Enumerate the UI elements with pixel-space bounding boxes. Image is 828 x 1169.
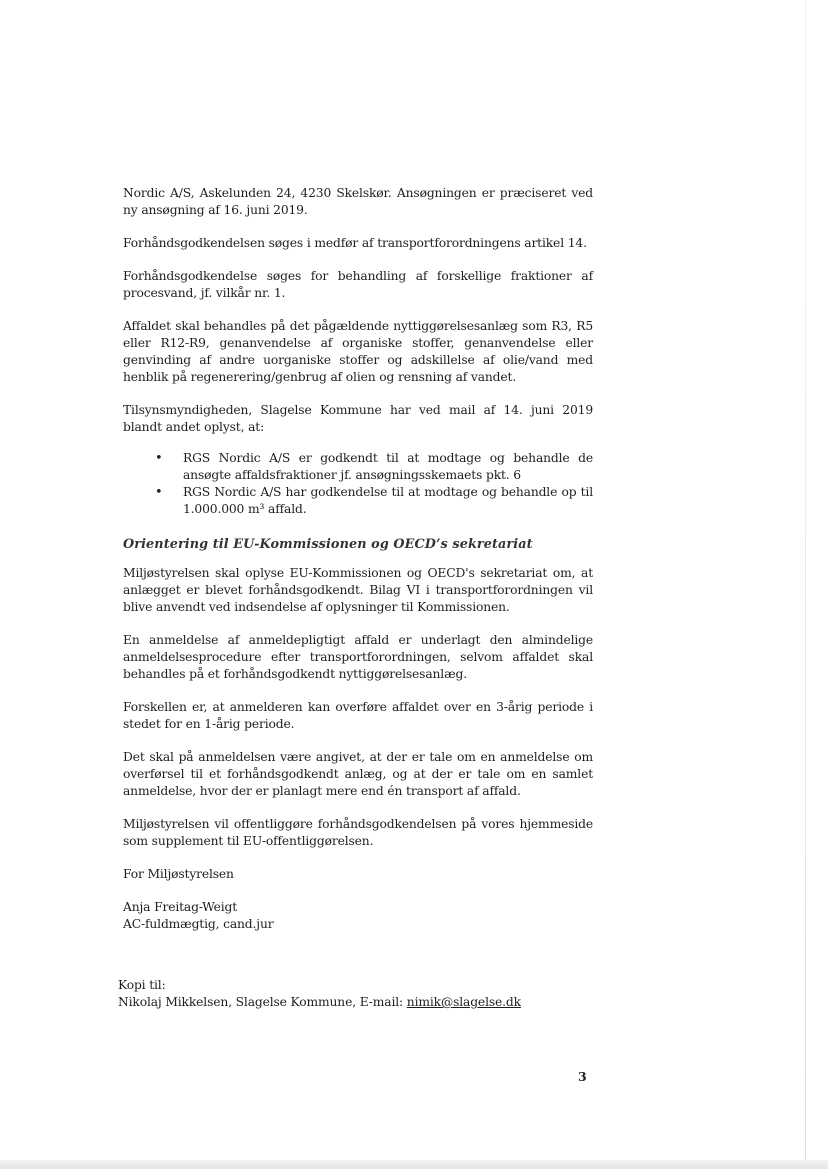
- copy-section: [118, 977, 593, 1011]
- section-title: Orientering til EU-Kommissionen og OECD’s sekretariat: [123, 537, 533, 552]
- paragraph-applicant: Nordic A/S, Askelunden 24, 4230 Skelskør. Ansøgningen er præciseret ved ny ansøgning af 16. juni 2019.: [123, 186, 593, 217]
- paragraph-period: Forskellen er, at anmelderen kan overføre affaldet over en 3-årig periode i stedet for en 1-årig periode.: [123, 700, 593, 731]
- signoff-for-line: For Miljøstyrelsen: [123, 867, 234, 881]
- paragraph-treatment: Affaldet skal behandles på det pågældende nyttiggørelsesanlæg som R3, R5 eller R12-R9, genanvendelse af organiske stoffer, genanvendelse eller genvinding af andre uorganiske stoffer og adskillelse af olie/vand med henblik på regenerering/genbrug af olien og rensning af vandet.: [123, 319, 593, 384]
- bullet-item: • RGS Nordic A/S har godkendelse til at modtage og behandle op til 1.000.000 m³ affald.: [155, 484, 593, 518]
- paragraph-notification-procedure: En anmeldelse af anmeldepligtigt affald er underlagt den almindelige anmeldelsesprocedure efter transportforordningen, selvom affaldet skal behandles på et forhåndsgodkendt nyttiggørelsesanlæg.: [123, 633, 593, 681]
- bullet-item: • RGS Nordic A/S er godkendt til at modtage og behandle de ansøgte affaldsfraktioner jf. ansøgningsskemaets pkt. 6: [155, 450, 593, 484]
- paragraph-notify-commission: Miljøstyrelsen skal oplyse EU-Kommissionen og OECD's sekretariat om, at anlægget er blevet forhåndsgodkendt. Bilag VI i transportforordningen vil blive anvendt ved indsendelse af oplysninger til Kommissionen.: [123, 566, 593, 614]
- document-body: [118, 185, 593, 1011]
- signer-title: AC-fuldmægtig, cand.jur: [123, 917, 274, 931]
- bullet-list: [123, 450, 593, 518]
- page-number: 3: [578, 1069, 587, 1084]
- signer-name: Anja Freitag-Weigt: [123, 900, 238, 914]
- scan-edge-bottom: [0, 1160, 828, 1169]
- paragraph-notification-content: Det skal på anmeldelsen være angivet, at der er tale om en anmeldelse om overførsel til et forhåndsgodkendt anlæg, og at der er tale om en samlet anmeldelse, hvor der er planlagt mere end én transport af affald.: [123, 750, 593, 798]
- scan-edge-right: [805, 0, 806, 1169]
- paragraph-legal-basis: Forhåndsgodkendelsen søges i medfør af transportforordningens artikel 14.: [123, 236, 587, 250]
- paragraph-publication: Miljøstyrelsen vil offentliggøre forhåndsgodkendelsen på vores hjemmeside som supplement til EU-offentliggørelsen.: [123, 817, 593, 848]
- paragraph-supervisory-authority: Tilsynsmyndigheden, Slagelse Kommune har ved mail af 14. juni 2019 blandt andet oplyst, at:: [123, 403, 593, 434]
- paragraph-fractions: Forhåndsgodkendelse søges for behandling af forskellige fraktioner af procesvand, jf. vilkår nr. 1.: [123, 269, 593, 300]
- email-link[interactable]: nimik@slagelse.dk: [406, 995, 521, 1009]
- copy-label: Kopi til:: [118, 978, 166, 992]
- copy-recipient: [118, 994, 593, 1011]
- copy-recipient-text: Nikolaj Mikkelsen, Slagelse Kommune, E-mail:: [118, 995, 407, 1009]
